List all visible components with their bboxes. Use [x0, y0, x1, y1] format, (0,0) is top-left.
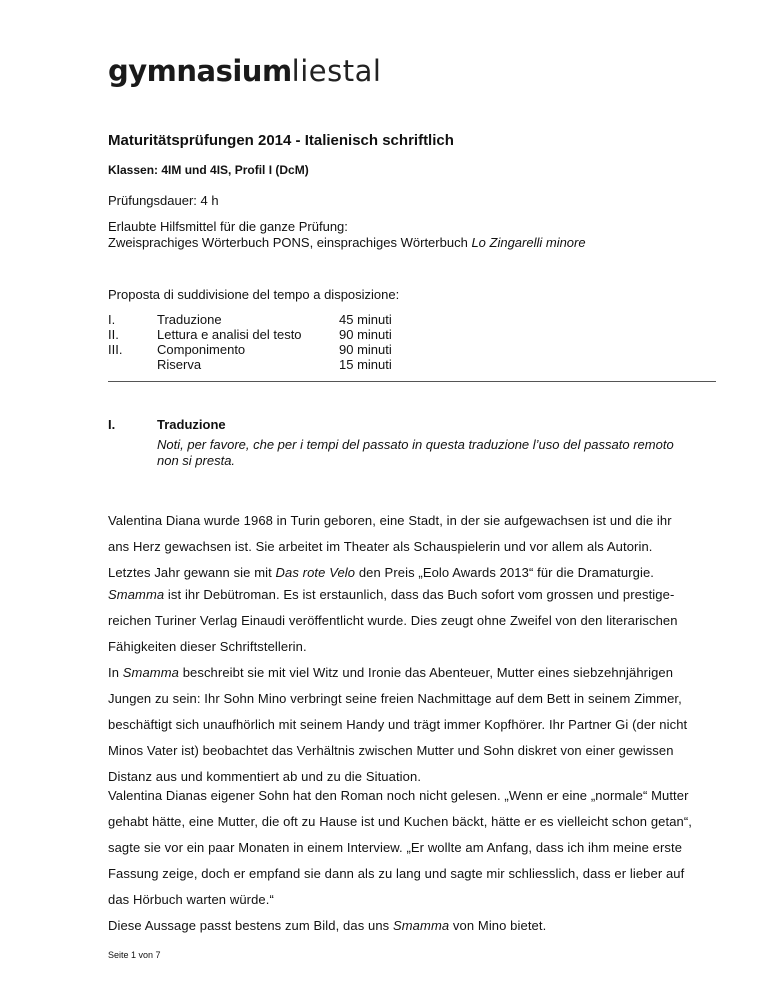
paragraph-line: Jungen zu sein: Ihr Sohn Mino verbringt seine freien Nachmittage auf dem Bett in seinem Zimmer, [108, 691, 682, 706]
classes-line: Klassen: 4IM und 4IS, Profil I (DcM) [108, 163, 309, 177]
paragraph-line: das Hörbuch warten würde.“ [108, 892, 274, 907]
paragraph-3 [108, 783, 728, 939]
paragraph-line: beschäftigt sich unaufhörlich mit seinem Handy und trägt immer Kopfhörer. Ihr Partner Gi (der nicht [108, 717, 688, 732]
text-run: den Preis „Eolo Awards 2013“ für die Dramaturgie. [355, 565, 654, 580]
plan-row-name: Lettura e analisi del testo [157, 327, 302, 342]
text-run: beschreibt sie mit viel Witz und Ironie das Abenteuer, Mutter eines siebzehnjährigen [178, 665, 674, 680]
italic-title: Smamma [392, 918, 450, 933]
paragraph-1 [108, 508, 728, 586]
plan-row-name: Traduzione [157, 312, 222, 327]
paragraph-line: Distanz aus und kommentiert ab und zu die Situation. [108, 769, 422, 784]
text-run: Diese Aussage passt bestens zum Bild, das uns [108, 918, 393, 933]
paragraph-line: Valentina Diana wurde 1968 in Turin geboren, eine Stadt, in der sie aufgewachsen ist und die ihr [108, 513, 672, 528]
section-note-line: Noti, per favore, che per i tempi del passato in questa traduzione l’uso del passato remoto [157, 437, 674, 452]
plan-row-number: I. [108, 312, 116, 327]
section-number: I. [108, 417, 116, 432]
plan-row-name: Componimento [157, 342, 246, 357]
plan-row-number: III. [108, 342, 123, 357]
section-divider [108, 381, 716, 382]
logo-thin-text: liestal [291, 54, 382, 88]
plan-row-name: Riserva [157, 357, 202, 372]
page-footer: Seite 1 von 7 [108, 950, 161, 960]
aids-line-1: Erlaubte Hilfsmittel für die ganze Prüfung: [108, 219, 348, 234]
plan-row-time: 90 minuti [339, 327, 392, 342]
text-run: Letztes Jahr gewann sie mit [108, 565, 276, 580]
aids-dictionary-title: Lo Zingarelli minore [471, 235, 586, 250]
paragraph-line: Fassung zeige, doch er empfand sie dann als zu lang und sagte mir schliesslich, dass er lieber auf [108, 866, 685, 881]
paragraph-line: Minos Vater ist) beobachtet das Verhältnis zwischen Mutter und Sohn diskret von einer gewissen [108, 743, 674, 758]
school-logo [108, 54, 381, 88]
paragraph-line [108, 582, 728, 608]
section-note-line: non si presta. [157, 453, 236, 468]
plan-row-time: 15 minuti [339, 357, 392, 372]
text-run: ist ihr Debütroman. Es ist erstaunlich, dass das Buch sofort vom grossen und prestige- [164, 587, 675, 602]
aids-line-2-text: Zweisprachiges Wörterbuch PONS, einsprachiges Wörterbuch [108, 235, 472, 250]
paragraph-line [108, 660, 728, 686]
aids-line-2 [108, 235, 586, 251]
plan-row-number: II. [108, 327, 119, 342]
document-title: Maturitätsprüfungen 2014 - Italienisch schriftlich [108, 132, 454, 149]
paragraph-line: gehabt hätte, eine Mutter, die oft zu Hause ist und Kuchen bäckt, hätte er es vielleicht schon getan“, [108, 814, 692, 829]
text-run: von Mino bietet. [449, 918, 547, 933]
paragraph-line: sagte sie vor ein paar Monaten in einem Interview. „Er wollte am Anfang, dass ich ihm meine erste [108, 840, 683, 855]
aids-block [108, 219, 586, 251]
text-run: In [108, 665, 123, 680]
paragraph-line: Fähigkeiten dieser Schriftstellerin. [108, 639, 307, 654]
paragraph-line: Valentina Dianas eigener Sohn hat den Roman noch nicht gelesen. „Wenn er eine „normale“ Mutter [108, 788, 689, 803]
paragraph-line: reichen Turiner Verlag Einaudi veröffentlicht wurde. Dies zeugt ohne Zweifel von den literarischen [108, 613, 678, 628]
paragraph-line: ans Herz gewachsen ist. Sie arbeitet im Theater als Schauspielerin und vor allem als Autorin. [108, 539, 653, 554]
italic-title: Smamma [108, 587, 165, 602]
paragraph-line [108, 913, 728, 939]
duration-line: Prüfungsdauer: 4 h [108, 193, 219, 208]
section-note [157, 437, 717, 469]
plan-row-time: 45 minuti [339, 312, 392, 327]
section-title: Traduzione [157, 417, 226, 432]
logo-bold-text: gymnasium [108, 54, 292, 88]
plan-intro: Proposta di suddivisione del tempo a disposizione: [108, 287, 400, 302]
plan-row-time: 90 minuti [339, 342, 392, 357]
paragraph-2 [108, 582, 728, 790]
italic-title: Smamma [122, 665, 179, 680]
italic-title: Das rote Velo [275, 565, 356, 580]
